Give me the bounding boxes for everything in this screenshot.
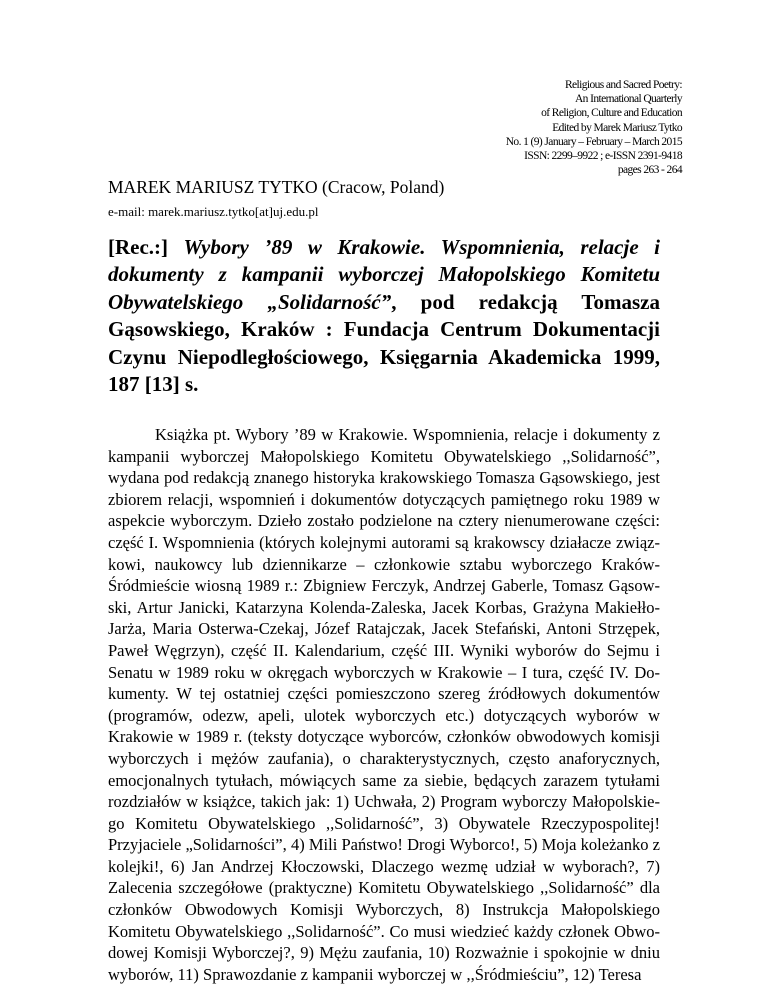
title-publication-details: , pod redakcją Tomasza Gąsowskiego, Kraków : Fundacja Centrum Dokumentacji Czynu Niepodległościowego, Księgarnia Akademicka 1999, 187 [13] s. bbox=[108, 289, 660, 397]
title-prefix: [Rec.:] bbox=[108, 235, 184, 259]
title-book-name: Wybory ’89 w Krakowie. Wspomnienia, relacje i dokumenty z kampanii wyborczej Małopolskiego Komitetu Obywatelskiego „Solidarność” bbox=[108, 235, 660, 314]
review-title bbox=[108, 234, 660, 398]
author-name: MAREK MARIUSZ TYTKO (Cracow, Poland) bbox=[108, 177, 445, 197]
journal-info-line: Edited by Marek Mariusz Tytko bbox=[552, 121, 682, 134]
body-paragraph: Książka pt. Wybory ’89 w Krakowie. Wspomnienia, relacje i dokumenty z kampanii wyborczej Małopolskiego Komitetu Obywatelskiego ,,Solidarność”, wydana pod redakcją znanego historyka krakowskiego Tomasza Gąsowskiego, jest zbiorem relacji, wspomnień i dokumentów dotyczących pamiętnego roku 1989 w aspekcie wyborczym. Dzieło zostało podzielone na cztery nienumerowane części: część I. Wspomnienia (których kolejnymi autorami są krakowscy działacze związkowi, naukowcy lub dziennikarze – członkowie sztabu wyborczego Kraków-Śródmieście wiosną 1989 r.: Zbigniew Ferczyk, Andrzej Gaberle, Tomasz Gąsowski, Artur Janicki, Katarzyna Kolenda-Zaleska, Jacek Korbas, Grażyna Makiełło-Jarża, Maria Osterwa-Czekaj, Józef Ratajczak, Jacek Stefański, Antoni Strzępek, Paweł Węgrzyn), część II. Kalendarium, część III. Wyniki wyborów do Sejmu i Senatu w 1989 roku w okręgach wyborczych w Krakowie – I tura, część IV. Dokumenty. W tej ostatniej części pomieszczono szereg źródłowych dokumentów (programów, odezw, apeli, ulotek wyborczych etc.) dotyczących wyborów w Krakowie w 1989 r. (teksty dotyczące wyborców, członków obwodowych komisji wyborczych i mężów zaufania), o charakterystycznych, często anaforycznych, emocjonalnych tytułach, mówiących same za siebie, będących zarazem tytułami rozdziałów w książce, takich jak: 1) Uchwała, 2) Program wyborczy Małopolskiego Komitetu Obywatelskiego ,,Solidarność”, 3) Obywatele Rzeczypospolitej! Przyjaciele „Solidarności”, 4) Mili Państwo! Drogi Wyborco!, 5) Moja koleżanko z kolejki!, 6) Jan Andrzej Kłoczowski, Dlaczego wezmę udział w wyborach?, 7) Zalecenia szczegółowe (praktyczne) Komitetu Obywatelskiego ,,Solidarność” dla członków Obwodowych Komisji Wyborczych, 8) Instrukcja Małopolskiego Komitetu Obywatelskiego ,,Solidarność”. Co musi wiedzieć każdy członek Obwodowej Komisji Wyborczej?, 9) Mężu zaufania, 10) Rozważnie i spokojnie w dniu wyborów, 11) Sprawozdanie z kampanii wyborczej w ,,Śródmieściu”, 12) Teresa bbox=[108, 425, 660, 984]
journal-info-line: Religious and Sacred Poetry: bbox=[564, 79, 682, 91]
journal-info-line: ISSN: 2299–9922 ; e-ISSN 2391-9418 bbox=[524, 150, 682, 163]
journal-info bbox=[262, 78, 682, 177]
journal-info-line: of Religion, Culture and Education bbox=[541, 107, 682, 120]
journal-info-line: pages 263 - 264 bbox=[617, 164, 682, 177]
author-email: e-mail: marek.mariusz.tytko[at]uj.edu.pl bbox=[108, 204, 319, 219]
journal-info-line: No. 1 (9) January – February – March 2015 bbox=[505, 135, 682, 148]
journal-info-line: An International Quarterly bbox=[574, 93, 682, 106]
